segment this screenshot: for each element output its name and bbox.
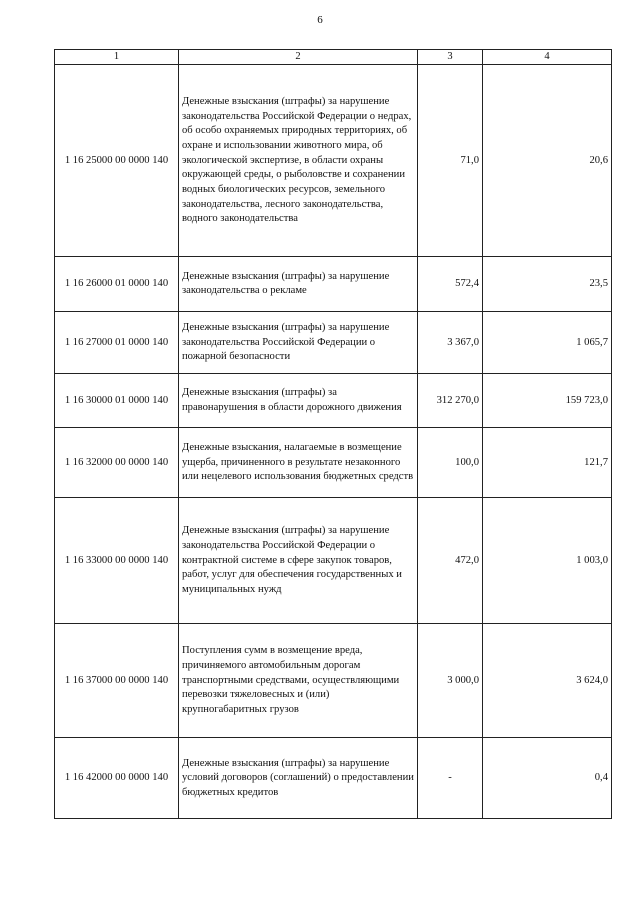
value-col4: 121,7 <box>483 428 612 498</box>
value-col4: 0,4 <box>483 738 612 819</box>
value-col3: 3 367,0 <box>418 312 483 374</box>
revenue-description: Денежные взыскания, налагаемые в возмещение ущерба, причиненного в результате незаконного или нецелевого использования бюджетных средств <box>179 428 418 498</box>
revenue-description: Денежные взыскания (штрафы) за нарушение законодательства о рекламе <box>179 257 418 312</box>
value-col4: 159 723,0 <box>483 374 612 428</box>
value-col4: 3 624,0 <box>483 624 612 738</box>
value-col4: 20,6 <box>483 65 612 257</box>
column-header-3: 3 <box>418 50 483 65</box>
revenue-description: Денежные взыскания (штрафы) за нарушение законодательства Российской Федерации о контрактной системе в сфере закупок товаров, работ, услуг для обеспечения государственных и муниципальных нужд <box>179 498 418 624</box>
table-row <box>55 428 612 498</box>
revenue-description: Поступления сумм в возмещение вреда, причиняемого автомобильным дорогам транспортными средствами, осуществляющими перевозки тяжеловесных и (или) крупногабаритных грузов <box>179 624 418 738</box>
table-header-row <box>55 50 612 65</box>
value-col4: 23,5 <box>483 257 612 312</box>
budget-code: 1 16 42000 00 0000 140 <box>55 738 179 819</box>
column-header-4: 4 <box>483 50 612 65</box>
revenue-description: Денежные взыскания (штрафы) за нарушение законодательства Российской Федерации о пожарной безопасности <box>179 312 418 374</box>
value-col3: - <box>418 738 483 819</box>
value-col3: 312 270,0 <box>418 374 483 428</box>
budget-code: 1 16 27000 01 0000 140 <box>55 312 179 374</box>
budget-code: 1 16 32000 00 0000 140 <box>55 428 179 498</box>
revenue-description: Денежные взыскания (штрафы) за правонарушения в области дорожного движения <box>179 374 418 428</box>
table-row <box>55 738 612 819</box>
value-col4: 1 003,0 <box>483 498 612 624</box>
column-header-2: 2 <box>179 50 418 65</box>
table-row <box>55 374 612 428</box>
table-row <box>55 257 612 312</box>
budget-code: 1 16 37000 00 0000 140 <box>55 624 179 738</box>
column-header-1: 1 <box>55 50 179 65</box>
table-row <box>55 65 612 257</box>
budget-code: 1 16 30000 01 0000 140 <box>55 374 179 428</box>
value-col3: 71,0 <box>418 65 483 257</box>
value-col3: 100,0 <box>418 428 483 498</box>
page-number: 6 <box>317 14 323 26</box>
table-row <box>55 498 612 624</box>
value-col3: 3 000,0 <box>418 624 483 738</box>
revenue-description: Денежные взыскания (штрафы) за нарушение условий договоров (соглашений) о предоставлении бюджетных кредитов <box>179 738 418 819</box>
table-row <box>55 624 612 738</box>
value-col3: 472,0 <box>418 498 483 624</box>
table-row <box>55 312 612 374</box>
revenue-table <box>54 49 612 819</box>
value-col4: 1 065,7 <box>483 312 612 374</box>
value-col3: 572,4 <box>418 257 483 312</box>
budget-code: 1 16 25000 00 0000 140 <box>55 65 179 257</box>
budget-code: 1 16 26000 01 0000 140 <box>55 257 179 312</box>
revenue-description: Денежные взыскания (штрафы) за нарушение законодательства Российской Федерации о недрах, об особо охраняемых природных территориях, об охране и использовании животного мира, об экологической экспертизе, в области охраны окружающей среды, о рыболовстве и сохранении водных биологических ресурсов, земельного законодательства, лесного законодательства, водного законодательства <box>179 65 418 257</box>
budget-code: 1 16 33000 00 0000 140 <box>55 498 179 624</box>
